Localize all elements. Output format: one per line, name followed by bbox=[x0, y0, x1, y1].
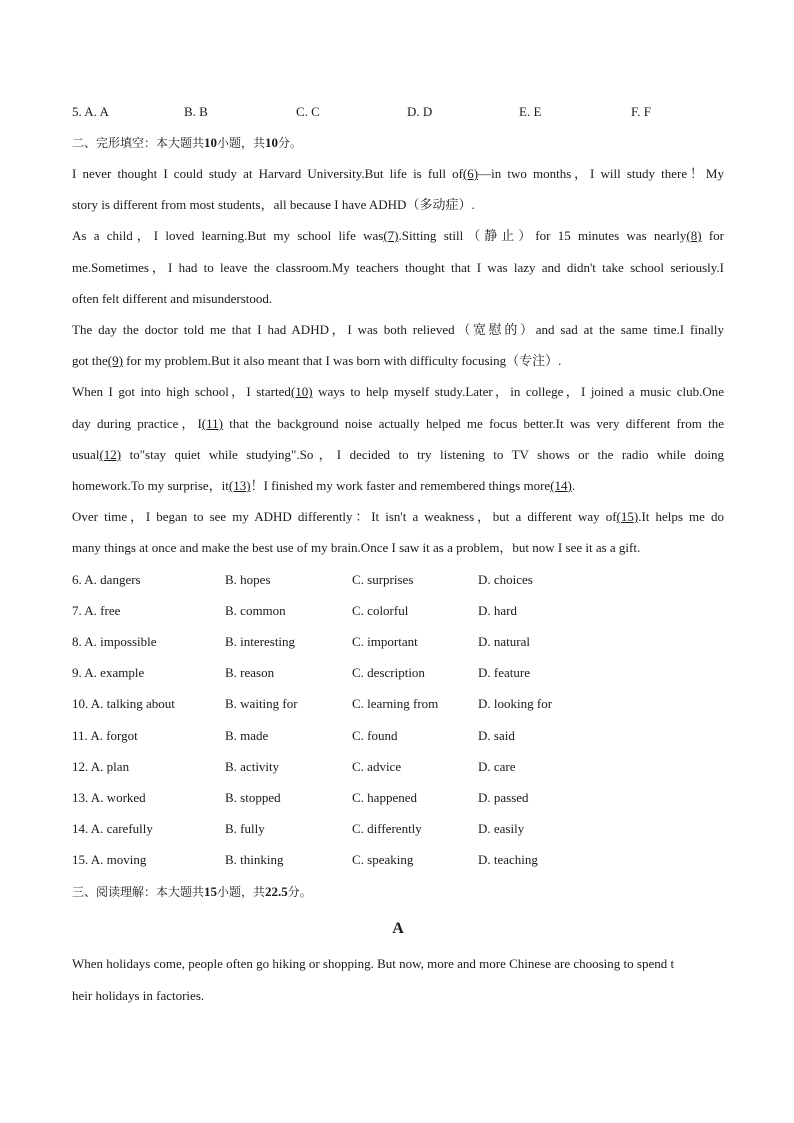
option-b: B. common bbox=[225, 603, 286, 618]
option-d: D. teaching bbox=[478, 852, 538, 867]
passage-line: The day the doctor told me that I had ADHD，I was both relieved（宽慰的）and sad at the same time.I finally bbox=[72, 322, 724, 337]
question-number: 6. bbox=[72, 572, 82, 587]
passage-line: When I got into high school，I started(10) ways to help myself study.Later，in college，I joined a music club.One bbox=[72, 384, 724, 399]
q5-option-c: C. C bbox=[296, 104, 320, 119]
option-c: C. speaking bbox=[352, 852, 414, 867]
q5-option-b: B. B bbox=[184, 104, 208, 119]
blank-11: (11) bbox=[201, 416, 223, 431]
option-a: 11. A. forgot bbox=[72, 728, 138, 743]
option-b: B. activity bbox=[225, 759, 280, 774]
option-b: B. made bbox=[225, 728, 269, 743]
option-d: D. said bbox=[478, 728, 515, 743]
question-number: 12. bbox=[72, 759, 89, 774]
option-d: D. passed bbox=[478, 790, 529, 805]
reading-line: heir holidays in factories. bbox=[72, 988, 205, 1003]
question-number: 9. bbox=[72, 665, 82, 680]
option-c: C. differently bbox=[352, 821, 422, 836]
reading-line: When holidays come, people often go hiking or shopping. But now, more and more Chinese are choosing to spend t bbox=[72, 956, 675, 971]
passage-line: story is different from most students，all because I have ADHD（多动症）. bbox=[72, 197, 475, 212]
option-d: D. feature bbox=[478, 665, 530, 680]
option-d: D. choices bbox=[478, 572, 533, 587]
blank-10: (10) bbox=[290, 384, 313, 399]
question-number: 13. bbox=[72, 790, 89, 805]
passage-line: I never thought I could study at Harvard University.But life is full of(6)—in two months，I will study there！My bbox=[72, 166, 724, 181]
question-number: 15. bbox=[72, 852, 89, 867]
option-a: 8. A. impossible bbox=[72, 634, 157, 649]
question-number: 14. bbox=[72, 821, 89, 836]
option-a: 7. A. free bbox=[72, 603, 121, 618]
blank-15: (15) bbox=[616, 509, 639, 524]
passage-line: often felt different and misunderstood. bbox=[72, 291, 273, 306]
section-heading-cloze: 二、完形填空：本大题共10小题，共10分。 bbox=[72, 135, 303, 150]
option-a: 12. A. plan bbox=[72, 759, 130, 774]
option-c: C. important bbox=[352, 634, 418, 649]
blank-6: (6) bbox=[462, 166, 479, 181]
option-b: B. thinking bbox=[225, 852, 284, 867]
q5-option-e: E. E bbox=[519, 104, 542, 119]
option-b: B. hopes bbox=[225, 572, 271, 587]
option-a: 13. A. worked bbox=[72, 790, 146, 805]
reading-title: A bbox=[392, 920, 404, 937]
question-number: 7. bbox=[72, 603, 82, 618]
question-number: 10. bbox=[72, 696, 89, 711]
option-d: D. hard bbox=[478, 603, 517, 618]
blank-14: (14) bbox=[550, 478, 572, 493]
option-c: C. colorful bbox=[352, 603, 409, 618]
passage-line: me.Sometimes，I had to leave the classroom.My teachers thought that I was lazy and didn't take school seriously.I bbox=[72, 260, 724, 275]
passage-line: day during practice，I(11) that the background noise actually helped me focus better.It was very different from the bbox=[72, 416, 724, 431]
option-b: B. fully bbox=[225, 821, 265, 836]
question-number: 11. bbox=[72, 728, 88, 743]
blank-9: (9) bbox=[107, 353, 123, 368]
passage-line: many things at once and make the best use of my brain.Once I saw it as a problem，but now I see it as a gift. bbox=[72, 540, 641, 555]
q5-option-f: F. F bbox=[631, 104, 651, 119]
passage-line: As a child，I loved learning.But my school life was(7).Sitting still（静止）for 15 minutes was nearly(8) for bbox=[72, 228, 724, 243]
q5-option-a: 5. A. A bbox=[72, 104, 109, 119]
option-c: C. learning from bbox=[352, 696, 439, 711]
passage-line: homework.To my surprise，it(13)！I finished my work faster and remembered things more(14). bbox=[72, 478, 576, 493]
blank-13: (13) bbox=[228, 478, 251, 493]
option-d: D. care bbox=[478, 759, 516, 774]
option-a: 14. A. carefully bbox=[72, 821, 153, 836]
section-heading-reading: 三、阅读理解：本大题共15小题，共22.5分。 bbox=[72, 884, 312, 899]
passage-line: Over time，I began to see my ADHD differently：It isn't a weakness，but a different way of(15).It helps me do bbox=[72, 509, 724, 524]
option-a: 6. A. dangers bbox=[72, 572, 141, 587]
option-a: 10. A. talking about bbox=[72, 696, 175, 711]
passage-line: usual(12) to"stay quiet while studying".So，I decided to try listening to TV shows or the radio while doing bbox=[72, 447, 724, 462]
option-b: B. interesting bbox=[225, 634, 296, 649]
option-d: D. looking for bbox=[478, 696, 553, 711]
blank-7: (7) bbox=[383, 228, 399, 243]
option-b: B. waiting for bbox=[225, 696, 298, 711]
option-d: D. easily bbox=[478, 821, 525, 836]
option-c: C. description bbox=[352, 665, 425, 680]
option-a: 15. A. moving bbox=[72, 852, 147, 867]
option-c: C. advice bbox=[352, 759, 402, 774]
option-a: 9. A. example bbox=[72, 665, 145, 680]
question-number: 8. bbox=[72, 634, 82, 649]
option-c: C. happened bbox=[352, 790, 417, 805]
blank-8: (8) bbox=[686, 228, 702, 243]
blank-12: (12) bbox=[99, 447, 122, 462]
option-c: C. found bbox=[352, 728, 398, 743]
q5-option-d: D. D bbox=[407, 104, 433, 119]
option-b: B. stopped bbox=[225, 790, 281, 805]
option-c: C. surprises bbox=[352, 572, 414, 587]
option-b: B. reason bbox=[225, 665, 275, 680]
option-d: D. natural bbox=[478, 634, 530, 649]
passage-line: got the(9) for my problem.But it also meant that I was born with difficulty focusing（专注）. bbox=[72, 353, 562, 368]
